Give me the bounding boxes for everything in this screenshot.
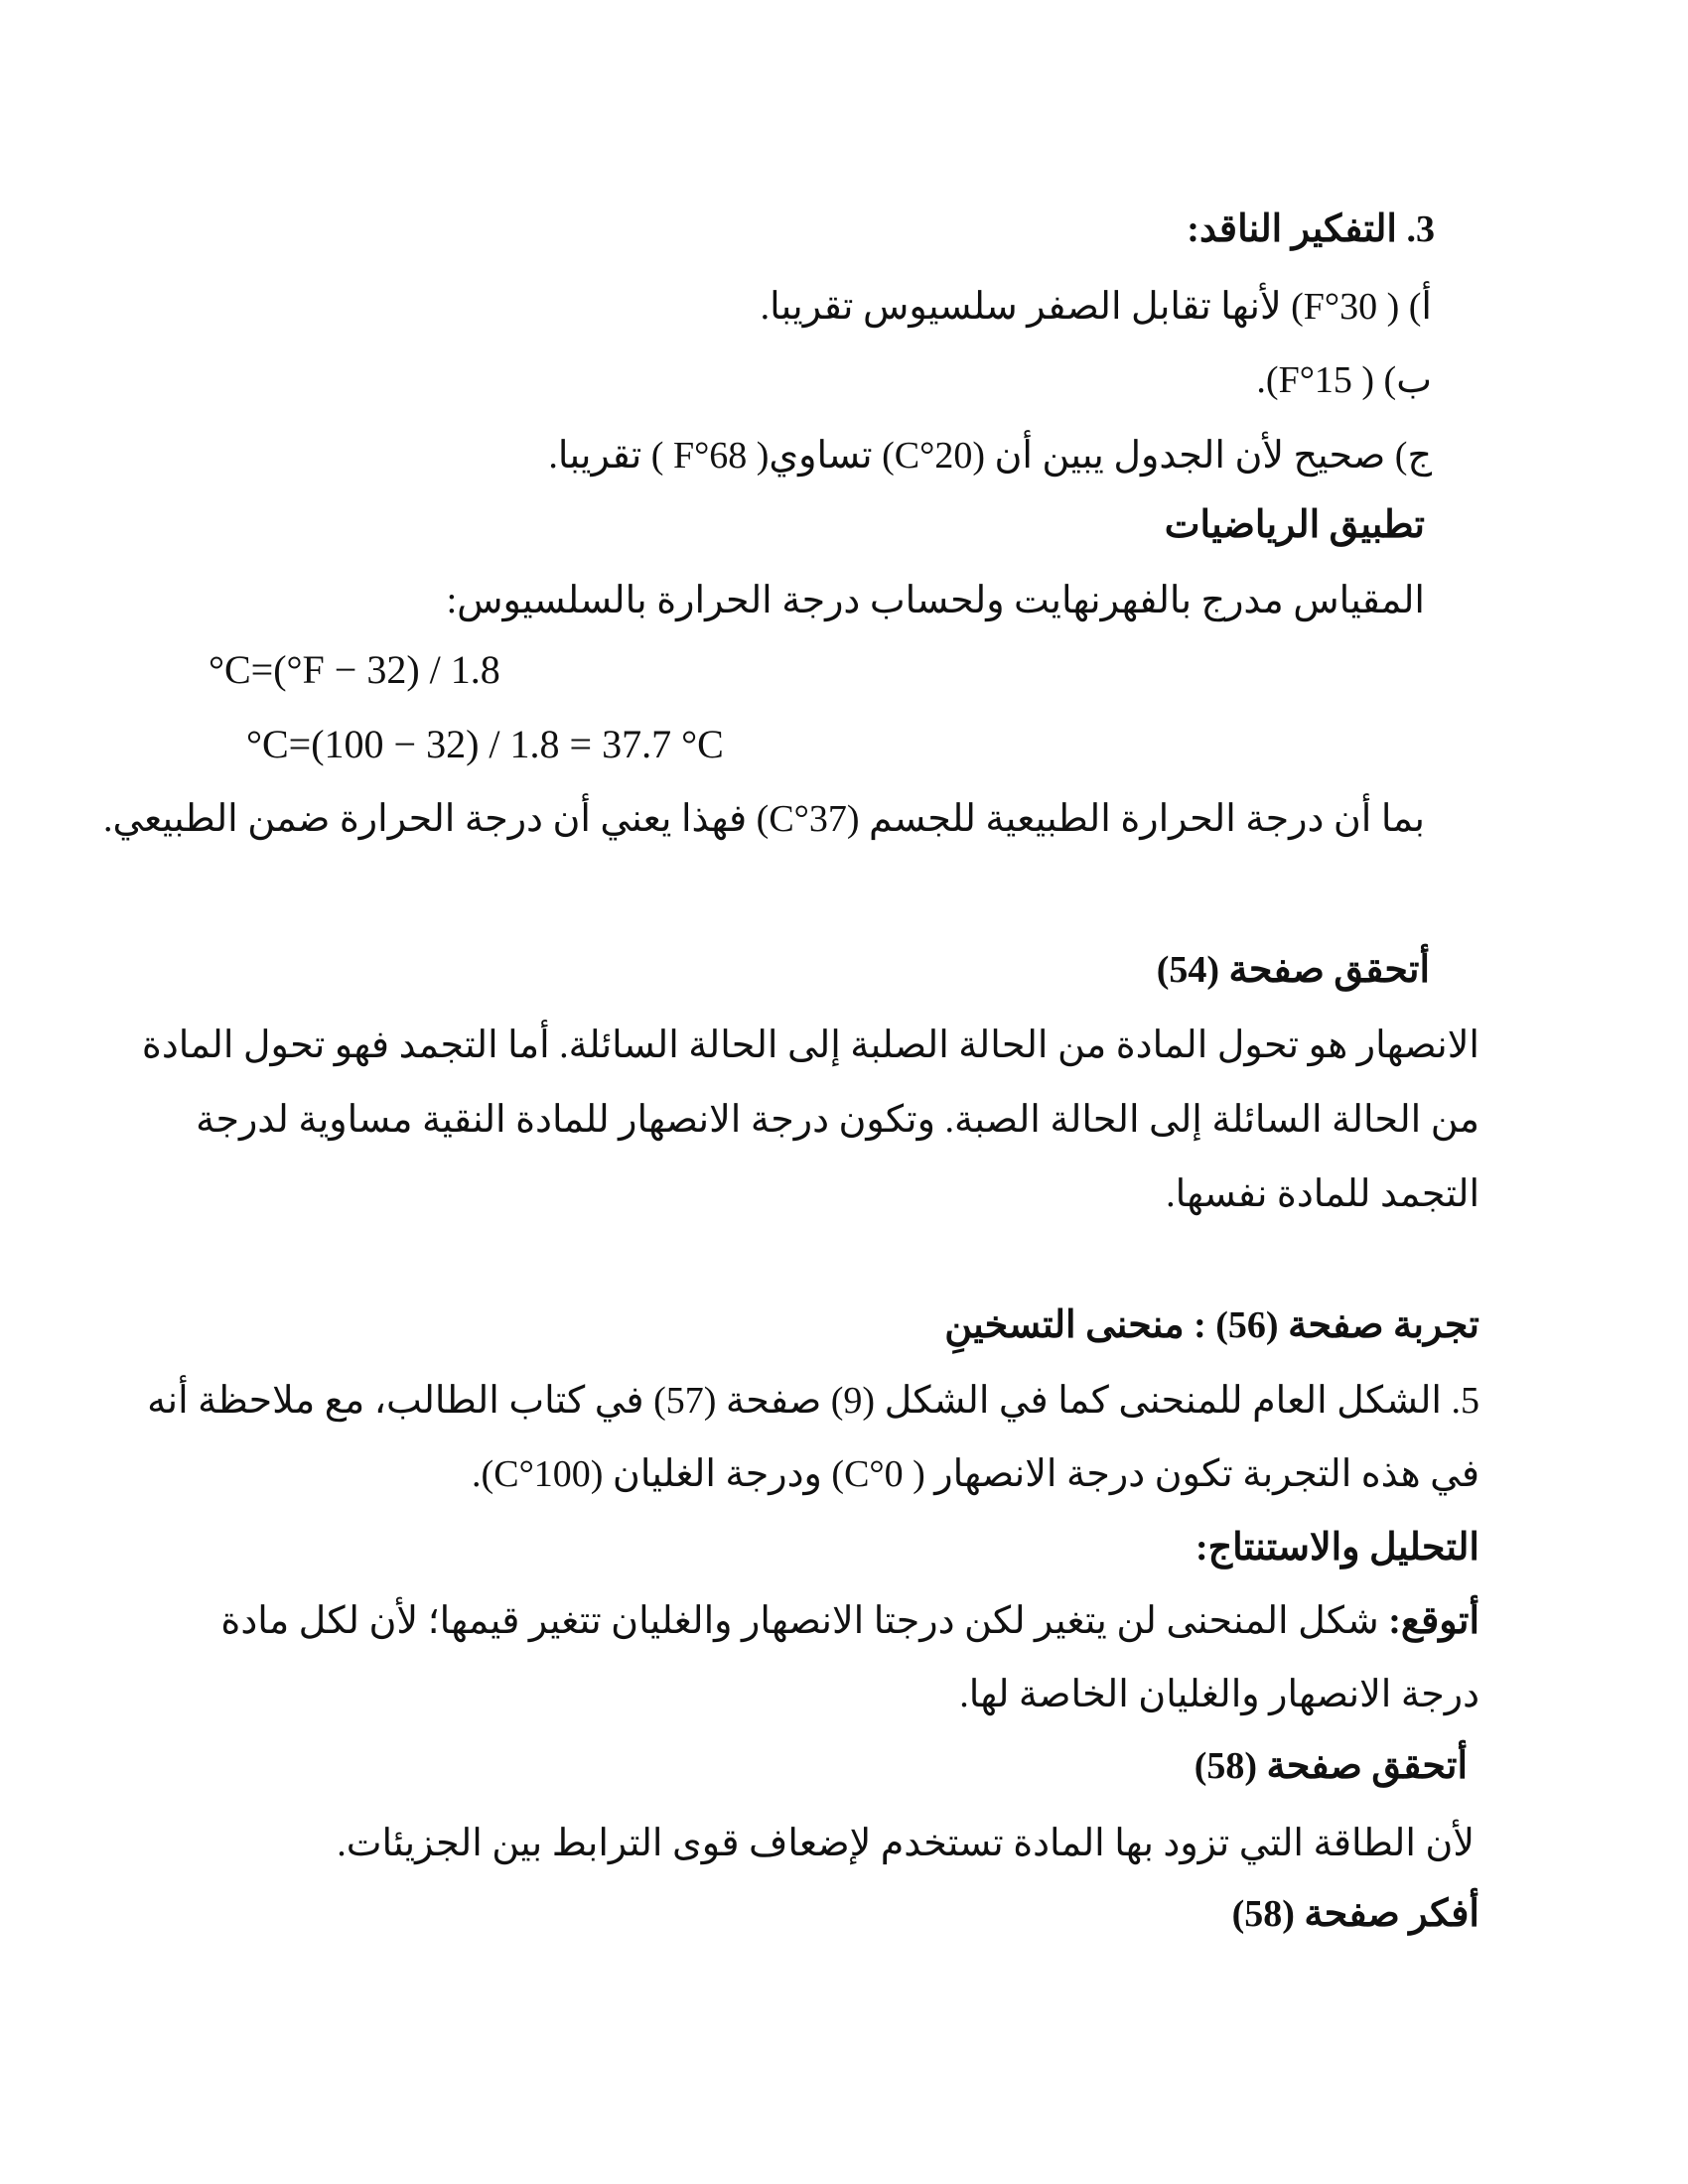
analysis-heading: التحليل والاستنتاج:	[1195, 1527, 1479, 1569]
check-54-line-2: من الحالة السائلة إلى الحالة الصبة. وتكون درجة الانصهار للمادة النقية مساوية لدرجة	[196, 1099, 1479, 1141]
experiment-56-line-2: في هذه التجربة تكون درجة الانصهار ( 0°C) ودرجة الغليان (100°C).	[472, 1453, 1479, 1495]
predict-line-1	[218, 1598, 1479, 1644]
item-b: ب) ( 15°F).	[1256, 359, 1432, 401]
predict-label: أتوقع:	[1388, 1600, 1479, 1642]
check-54-line-1: الانصهار هو تحول المادة من الحالة الصلبة إلى الحالة السائلة. أما التجمد فهو تحول المادة	[141, 1024, 1479, 1066]
critical-thinking-title: 3. التفكير الناقد:	[1187, 208, 1435, 250]
math-application-heading: تطبيق الرياضيات	[1164, 504, 1425, 546]
predict-line-2: درجة الانصهار والغليان الخاصة لها.	[959, 1674, 1479, 1715]
item-a: أ) ( 30°F) لأنها تقابل الصفر سلسيوس تقريبا.	[760, 286, 1432, 328]
experiment-56-line-1: 5. الشكل العام للمنحنى كما في الشكل (9) صفحة (57) في كتاب الطالب، مع ملاحظة أنه	[147, 1380, 1479, 1422]
check-54-line-3: التجمد للمادة نفسها.	[1166, 1173, 1479, 1215]
check-58-line: لأن الطاقة التي تزود بها المادة تستخدم لإضعاف قوى الترابط بين الجزيئات.	[337, 1823, 1475, 1864]
conversion-formula: °C=(°F − 32) / 1.8	[209, 647, 500, 692]
think-58-heading: أفكر صفحة (58)	[1231, 1893, 1479, 1935]
math-intro: المقياس مدرج بالفهرنهايت ولحساب درجة الحرارة بالسلسيوس:	[446, 580, 1425, 621]
conversion-calculation: °C=(100 − 32) / 1.8 = 37.7 °C	[246, 722, 724, 766]
check-58-heading: أتحقق صفحة (58)	[1194, 1745, 1468, 1787]
math-conclusion: بما أن درجة الحرارة الطبيعية للجسم (37°C) فهذا يعني أن درجة الحرارة ضمن الطبيعي.	[102, 798, 1425, 840]
predict-text: شكل المنحنى لن يتغير لكن درجتا الانصهار والغليان تتغير قيمها؛ لأن لكل مادة	[220, 1600, 1389, 1642]
check-54-heading: أتحقق صفحة (54)	[1156, 949, 1430, 991]
item-c: ج) صحيح لأن الجدول يبين أن (20°C) تساوي( 68°F ) تقريبا.	[548, 435, 1432, 477]
experiment-56-heading: تجربة صفحة (56) : منحنى التسخينِ	[944, 1304, 1479, 1346]
